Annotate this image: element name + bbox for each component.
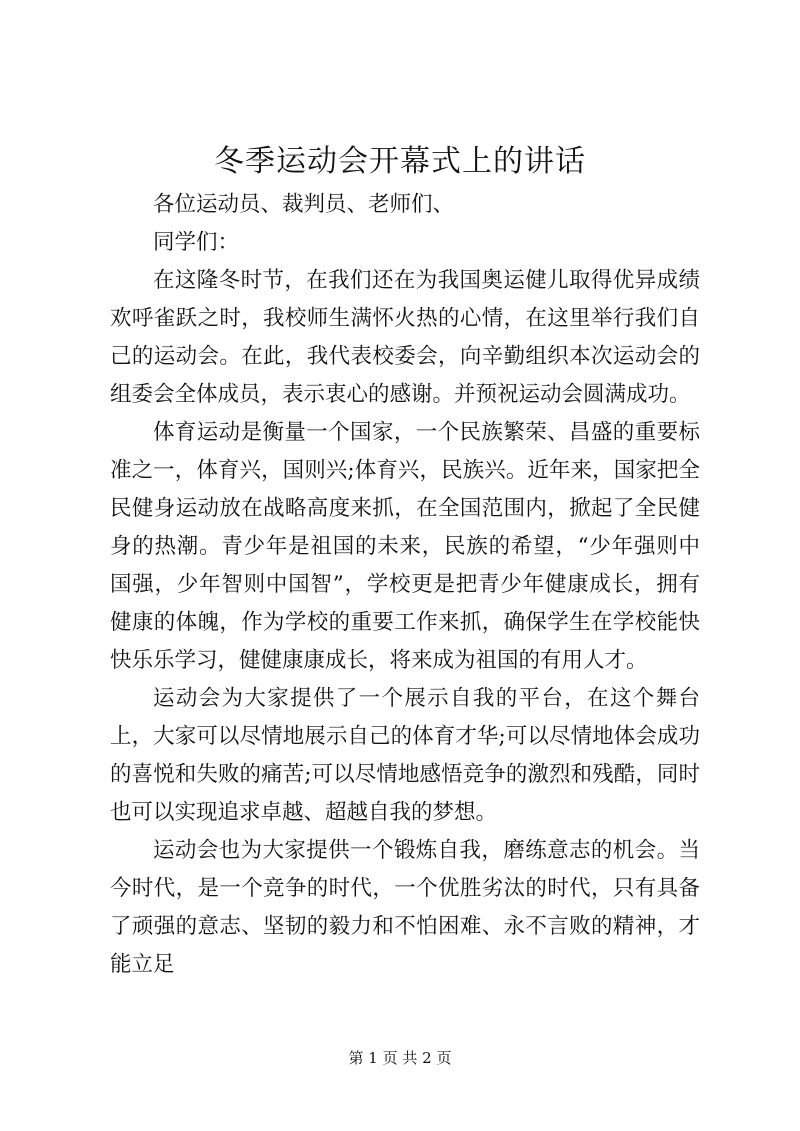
paragraph: 运动会为大家提供了一个展示自我的平台，在这个舞台上，大家可以尽情地展示自己的体育才华;可以尽情地体会成功的喜悦和失败的痛苦;可以尽情地感悟竞争的激烈和残酷，同时也可以实现追求卓越、超越自我的梦想。 (110, 686, 700, 825)
paragraph: 运动会也为大家提供一个锻炼自我，磨练意志的机会。当今时代，是一个竞争的时代，一个优胜劣汰的时代，只有具备了顽强的意志、坚韧的毅力和不怕困难、永不言败的精神，才能立足 (110, 838, 700, 977)
document-body (110, 186, 700, 984)
page-footer: 第 1 页 共 2 页 (348, 1049, 452, 1067)
document-title: 冬季运动会开幕式上的讲话 (214, 144, 586, 179)
paragraph: 体育运动是衡量一个国家，一个民族繁荣、昌盛的重要标准之一，体育兴，国则兴;体育兴，民族兴。近年来，国家把全民健身运动放在战略高度来抓，在全国范围内，掀起了全民健身的热潮。青少年是祖国的未来，民族的希望，“少年强则中国强，少年智则中国智”，学校更是把青少年健康成长，拥有健康的体魄，作为学校的重要工作来抓，确保学生在学校能快快乐乐学习，健健康康成长，将来成为祖国的有用人才。 (110, 420, 700, 673)
salutation-line-1: 各位运动员、裁判员、老师们、 (153, 192, 455, 217)
salutation-line-2: 同学们： (153, 230, 240, 255)
paragraph: 在这隆冬时节，在我们还在为我国奥运健儿取得优异成绩欢呼雀跃之时，我校师生满怀火热的心情，在这里举行我们自己的运动会。在此，我代表校委会，向辛勤组织本次运动会的组委会全体成员，表示衷心的感谢。并预祝运动会圆满成功。 (110, 268, 700, 407)
